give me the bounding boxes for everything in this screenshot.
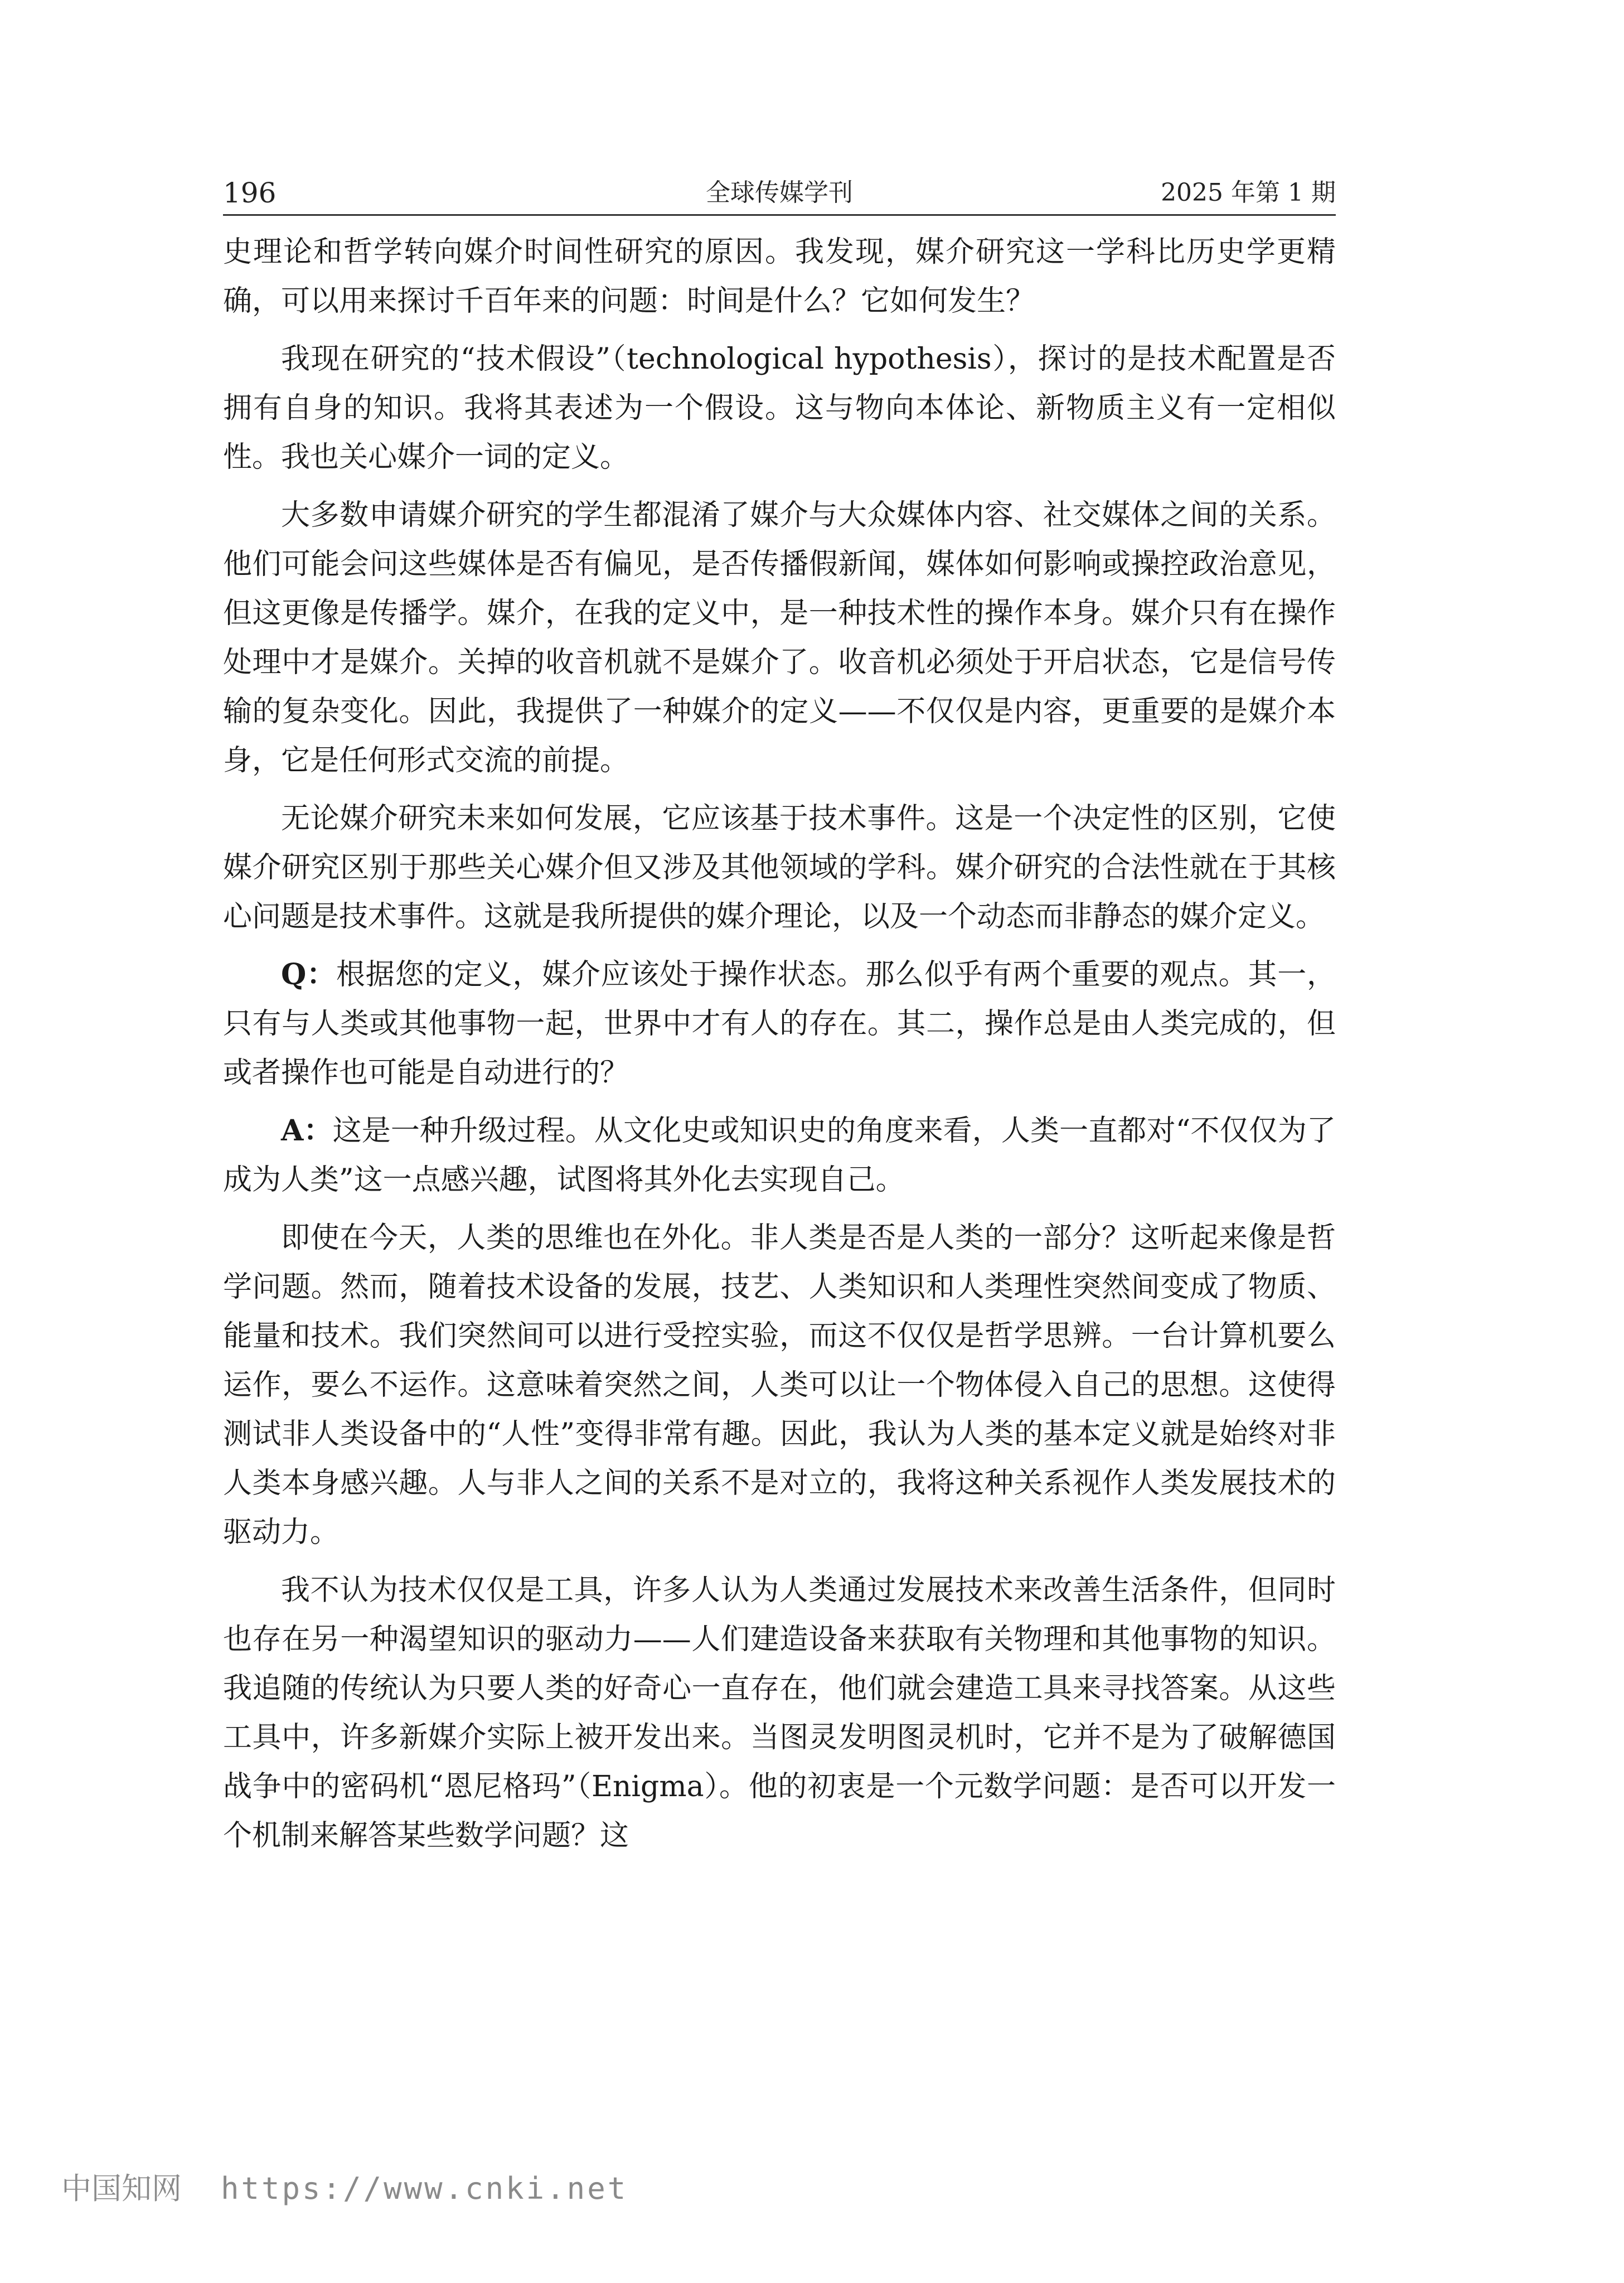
issue-label: 2025 年第 1 期: [1161, 178, 1336, 207]
question-text: 根据您的定义，媒介应该处于操作状态。那么似乎有两个重要的观点。其一，只有与人类或其他事物一起，世界中才有人的存在。其二，操作总是由人类完成的，但或者操作也可能是自动进行的？: [223, 958, 1336, 1090]
page-number: 196: [223, 177, 277, 209]
interview-answer: [223, 1106, 1336, 1205]
paragraph: 我现在研究的“技术假设”（technological hypothesis），探讨的是技术配置是否拥有自身的知识。我将其表述为一个假设。这与物向本体论、新物质主义有一定相似性。我也关心媒介一词的定义。: [223, 342, 1336, 474]
paragraph: 即使在今天，人类的思维也在外化。非人类是否是人类的一部分？这听起来像是哲学问题。然而，随着技术设备的发展，技艺、人类知识和人类理性突然间变成了物质、能量和技术。我们突然间可以进行受控实验，而这不仅仅是哲学思辨。一台计算机要么运作，要么不运作。这意味着突然之间，人类可以让一个物体侵入自己的思想。这使得测试非人类设备中的“人性”变得非常有趣。因此，我认为人类的基本定义就是始终对非人类本身感兴趣。人与非人之间的关系不是对立的，我将这种关系视作人类发展技术的驱动力。: [223, 1221, 1336, 1549]
answer-text: 这是一种升级过程。从文化史或知识史的角度来看，人类一直都对“不仅仅为了成为人类”这一点感兴趣，试图将其外化去实现自己。: [223, 1114, 1336, 1197]
journal-title: 全球传媒学刊: [706, 178, 853, 207]
article-body: [223, 228, 1336, 1869]
question-label: Q：: [281, 957, 336, 991]
site-name: 中国知网: [61, 2171, 182, 2206]
interview-question: [223, 950, 1336, 1097]
running-header: [223, 176, 1336, 210]
site-url: https://www.cnki.net: [221, 2171, 628, 2206]
paragraph: 我不认为技术仅仅是工具，许多人认为人类通过发展技术来改善生活条件，但同时也存在另一种渴望知识的驱动力——人们建造设备来获取有关物理和其他事物的知识。我追随的传统认为只要人类的好奇心一直存在，他们就会建造工具来寻找答案。从这些工具中，许多新媒介实际上被开发出来。当图灵发明图灵机时，它并不是为了破解德国战争中的密码机“恩尼格玛”（Enigma）。他的初衷是一个元数学问题：是否可以开发一个机制来解答某些数学问题？这: [223, 1574, 1336, 1852]
paragraph-continued: 史理论和哲学转向媒介时间性研究的原因。我发现，媒介研究这一学科比历史学更精确，可以用来探讨千百年来的问题：时间是什么？它如何发生？: [223, 235, 1336, 318]
answer-label: A：: [281, 1114, 333, 1148]
paragraph: 大多数申请媒介研究的学生都混淆了媒介与大众媒体内容、社交媒体之间的关系。他们可能会问这些媒体是否有偏见，是否传播假新闻，媒体如何影响或操控政治意见，但这更像是传播学。媒介，在我的定义中，是一种技术性的操作本身。媒介只有在操作处理中才是媒介。关掉的收音机就不是媒介了。收音机必须处于开启状态，它是信号传输的复杂变化。因此，我提供了一种媒介的定义——不仅仅是内容，更重要的是媒介本身，它是任何形式交流的前提。: [223, 499, 1336, 777]
paragraph: 无论媒介研究未来如何发展，它应该基于技术事件。这是一个决定性的区别，它使媒介研究区别于那些关心媒介但又涉及其他领域的学科。媒介研究的合法性就在于其核心问题是技术事件。这就是我所提供的媒介理论，以及一个动态而非静态的媒介定义。: [223, 802, 1336, 933]
header-rule: [223, 214, 1336, 216]
watermark-footer: [61, 2164, 628, 2214]
